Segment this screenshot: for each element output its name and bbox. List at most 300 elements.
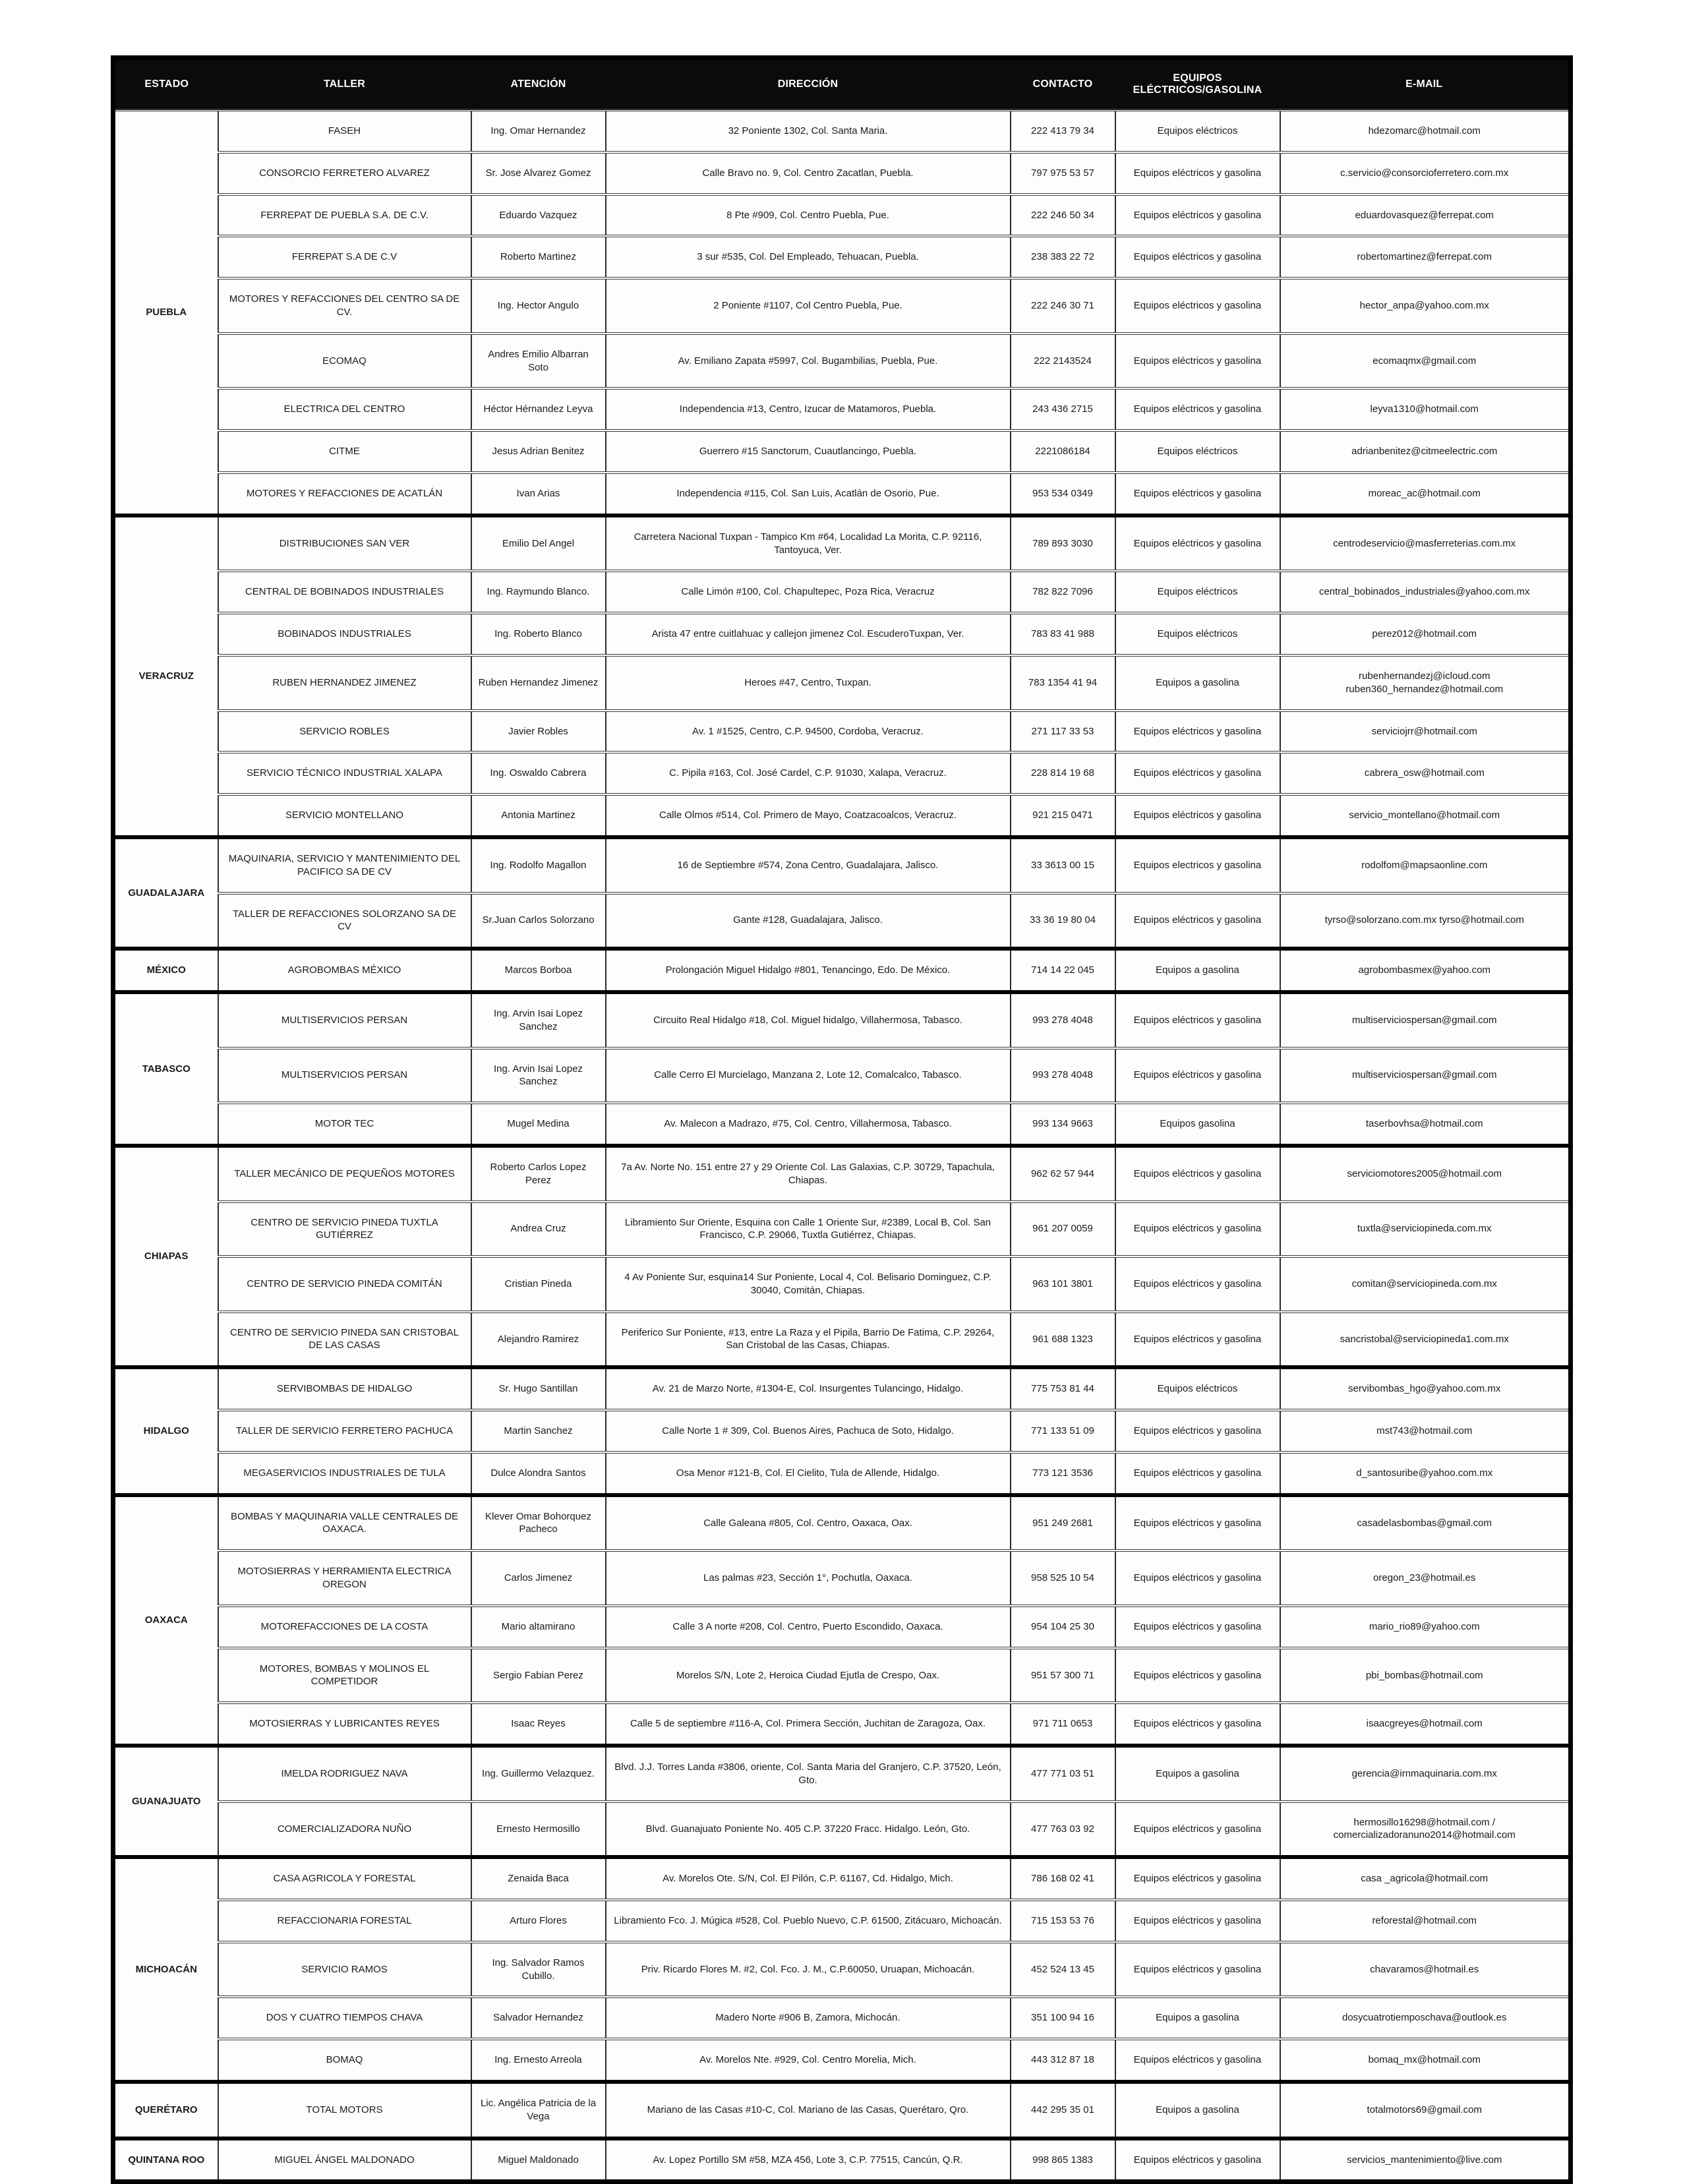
taller-cell: MOTOR TEC xyxy=(218,1103,471,1146)
email-cell: d_santosuribe@yahoo.com.mx xyxy=(1280,1452,1571,1495)
atencion-cell: Alejandro Ramirez xyxy=(471,1312,606,1368)
taller-cell: FASEH xyxy=(218,110,471,152)
contacto-cell: 442 295 35 01 xyxy=(1011,2082,1115,2139)
table-row xyxy=(113,1648,1571,1703)
contacto-cell: 782 822 7096 xyxy=(1011,571,1115,613)
email-cell: central_bobinados_industriales@yahoo.com.mx xyxy=(1280,571,1571,613)
contacto-cell: 961 207 0059 xyxy=(1011,1202,1115,1257)
direccion-cell: Carretera Nacional Tuxpan - Tampico Km #64, Localidad La Morita, C.P. 92116, Tantoyuca, Ver. xyxy=(606,516,1011,572)
contacto-cell: 477 763 03 92 xyxy=(1011,1802,1115,1858)
direccion-cell: Calle Bravo no. 9, Col. Centro Zacatlan, Puebla. xyxy=(606,152,1011,194)
taller-cell: FERREPAT S.A DE C.V xyxy=(218,236,471,278)
atencion-cell: Arturo Flores xyxy=(471,1900,606,1942)
email-cell: hdezomarc@hotmail.com xyxy=(1280,110,1571,152)
taller-cell: BOBINADOS INDUSTRIALES xyxy=(218,613,471,655)
taller-cell: CENTRO DE SERVICIO PINEDA TUXTLA GUTIÉRREZ xyxy=(218,1202,471,1257)
equipos-cell: Equipos eléctricos y gasolina xyxy=(1115,1495,1280,1551)
header-taller: TALLER xyxy=(218,58,471,111)
atencion-cell: Ing. Salvador Ramos Cubillo. xyxy=(471,1942,606,1997)
contacto-cell: 797 975 53 57 xyxy=(1011,152,1115,194)
table-row xyxy=(113,752,1571,794)
equipos-cell: Equipos eléctricos y gasolina xyxy=(1115,2139,1280,2182)
contacto-cell: 954 104 25 30 xyxy=(1011,1606,1115,1648)
contacto-cell: 477 771 03 51 xyxy=(1011,1746,1115,1802)
taller-cell: CENTRAL DE BOBINADOS INDUSTRIALES xyxy=(218,571,471,613)
direccion-cell: Av. Emiliano Zapata #5997, Col. Bugambilias, Puebla, Pue. xyxy=(606,334,1011,389)
state-cell: HIDALGO xyxy=(113,1367,218,1494)
taller-cell: MOTORES Y REFACCIONES DEL CENTRO SA DE CV. xyxy=(218,278,471,334)
table-row xyxy=(113,1997,1571,2039)
email-cell: sancristobal@serviciopineda1.com.mx xyxy=(1280,1312,1571,1368)
direccion-cell: Arista 47 entre cuitlahuac y callejon jimenez Col. EscuderoTuxpan, Ver. xyxy=(606,613,1011,655)
contacto-cell: 789 893 3030 xyxy=(1011,516,1115,572)
atencion-cell: Ing. Arvin Isai Lopez Sanchez xyxy=(471,992,606,1048)
table-row xyxy=(113,1410,1571,1452)
header-row xyxy=(113,58,1571,111)
table-header xyxy=(113,58,1571,111)
table-row xyxy=(113,1312,1571,1368)
table-row xyxy=(113,2039,1571,2082)
contacto-cell: 443 312 87 18 xyxy=(1011,2039,1115,2082)
direccion-cell: Blvd. J.J. Torres Landa #3806, oriente, Col. Santa Maria del Granjero, C.P. 37520, León, Gto. xyxy=(606,1746,1011,1802)
email-cell: reforestal@hotmail.com xyxy=(1280,1900,1571,1942)
taller-cell: MAQUINARIA, SERVICIO Y MANTENIMIENTO DEL PACIFICO SA DE CV xyxy=(218,837,471,893)
state-cell: GUADALAJARA xyxy=(113,837,218,949)
email-cell: robertomartinez@ferrepat.com xyxy=(1280,236,1571,278)
email-cell: chavaramos@hotmail.es xyxy=(1280,1942,1571,1997)
atencion-cell: Lic. Angélica Patricia de la Vega xyxy=(471,2082,606,2139)
state-cell: GUANAJUATO xyxy=(113,1746,218,1857)
header-equipos: EQUIPOS ELÉCTRICOS/GASOLINA xyxy=(1115,58,1280,111)
state-cell: QUERÉTARO xyxy=(113,2082,218,2139)
direccion-cell: Mariano de las Casas #10-C, Col. Mariano de las Casas, Querétaro, Qro. xyxy=(606,2082,1011,2139)
table-row xyxy=(113,1452,1571,1495)
email-cell: dosycuatrotiemposchava@outlook.es xyxy=(1280,1997,1571,2039)
atencion-cell: Ing. Omar Hernandez xyxy=(471,110,606,152)
email-cell: c.servicio@consorcioferretero.com.mx xyxy=(1280,152,1571,194)
email-cell: bomaq_mx@hotmail.com xyxy=(1280,2039,1571,2082)
equipos-cell: Equipos eléctricos y gasolina xyxy=(1115,278,1280,334)
contacto-cell: 998 865 1383 xyxy=(1011,2139,1115,2182)
direccion-cell: Av. Lopez Portillo SM #58, MZA 456, Lote 3, C.P. 77515, Cancún, Q.R. xyxy=(606,2139,1011,2182)
table-row xyxy=(113,613,1571,655)
taller-cell: ECOMAQ xyxy=(218,334,471,389)
contacto-cell: 953 534 0349 xyxy=(1011,473,1115,516)
state-cell: TABASCO xyxy=(113,992,218,1146)
atencion-cell: Jesus Adrian Benitez xyxy=(471,430,606,473)
email-cell: mario_rio89@yahoo.com xyxy=(1280,1606,1571,1648)
contacto-cell: 786 168 02 41 xyxy=(1011,1857,1115,1900)
table-row xyxy=(113,1256,1571,1312)
taller-cell: SERVICIO RAMOS xyxy=(218,1942,471,1997)
contacto-cell: 773 121 3536 xyxy=(1011,1452,1115,1495)
email-cell: serviciojrr@hotmail.com xyxy=(1280,711,1571,753)
email-cell: rubenhernandezj@icloud.com ruben360_hernandez@hotmail.com xyxy=(1280,655,1571,711)
contacto-cell: 962 62 57 944 xyxy=(1011,1146,1115,1202)
taller-cell: MEGASERVICIOS INDUSTRIALES DE TULA xyxy=(218,1452,471,1495)
atencion-cell: Emilio Del Angel xyxy=(471,516,606,572)
direccion-cell: Heroes #47, Centro, Tuxpan. xyxy=(606,655,1011,711)
atencion-cell: Héctor Hérnandez Leyva xyxy=(471,388,606,430)
table-row xyxy=(113,388,1571,430)
direccion-cell: 2 Poniente #1107, Col Centro Puebla, Pue. xyxy=(606,278,1011,334)
equipos-cell: Equipos eléctricos y gasolina xyxy=(1115,473,1280,516)
contacto-cell: 783 1354 41 94 xyxy=(1011,655,1115,711)
atencion-cell: Carlos Jimenez xyxy=(471,1550,606,1606)
service-table-body xyxy=(113,110,1571,2182)
direccion-cell: Guerrero #15 Sanctorum, Cuautlancingo, Puebla. xyxy=(606,430,1011,473)
taller-cell: MOTOREFACCIONES DE LA COSTA xyxy=(218,1606,471,1648)
state-cell: VERACRUZ xyxy=(113,516,218,837)
equipos-cell: Equipos eléctricos y gasolina xyxy=(1115,1048,1280,1104)
table-row xyxy=(113,1048,1571,1104)
state-cell: OAXACA xyxy=(113,1495,218,1746)
email-cell: pbi_bombas@hotmail.com xyxy=(1280,1648,1571,1703)
email-cell: perez012@hotmail.com xyxy=(1280,613,1571,655)
table-row xyxy=(113,571,1571,613)
direccion-cell: Calle Norte 1 # 309, Col. Buenos Aires, Pachuca de Soto, Hidalgo. xyxy=(606,1410,1011,1452)
contacto-cell: 951 249 2681 xyxy=(1011,1495,1115,1551)
table-row xyxy=(113,837,1571,893)
atencion-cell: Ing. Ernesto Arreola xyxy=(471,2039,606,2082)
direccion-cell: Blvd. Guanajuato Poniente No. 405 C.P. 37220 Fracc. Hidalgo. León, Gto. xyxy=(606,1802,1011,1858)
equipos-cell: Equipos a gasolina xyxy=(1115,2082,1280,2139)
equipos-cell: Equipos eléctricos y gasolina xyxy=(1115,893,1280,949)
table-row xyxy=(113,1942,1571,1997)
email-cell: servicios_mantenimiento@live.com xyxy=(1280,2139,1571,2182)
table-row xyxy=(113,278,1571,334)
contacto-cell: 222 413 79 34 xyxy=(1011,110,1115,152)
email-cell: ecomaqmx@gmail.com xyxy=(1280,334,1571,389)
equipos-cell: Equipos eléctricos y gasolina xyxy=(1115,1942,1280,1997)
direccion-cell: Madero Norte #906 B, Zamora, Michocán. xyxy=(606,1997,1011,2039)
email-cell: servibombas_hgo@yahoo.com.mx xyxy=(1280,1367,1571,1410)
atencion-cell: Dulce Alondra Santos xyxy=(471,1452,606,1495)
table-row xyxy=(113,794,1571,837)
atencion-cell: Ing. Hector Angulo xyxy=(471,278,606,334)
table-row xyxy=(113,1367,1571,1410)
direccion-cell: Av. 1 #1525, Centro, C.P. 94500, Cordoba, Veracruz. xyxy=(606,711,1011,753)
atencion-cell: Sr. Hugo Santillan xyxy=(471,1367,606,1410)
table-row xyxy=(113,1746,1571,1802)
email-cell: isaacgreyes@hotmail.com xyxy=(1280,1703,1571,1746)
atencion-cell: Sr. Jose Alvarez Gomez xyxy=(471,152,606,194)
equipos-cell: Equipos eléctricos y gasolina xyxy=(1115,1410,1280,1452)
taller-cell: IMELDA RODRIGUEZ NAVA xyxy=(218,1746,471,1802)
contacto-cell: 351 100 94 16 xyxy=(1011,1997,1115,2039)
taller-cell: TALLER MECÁNICO DE PEQUEÑOS MOTORES xyxy=(218,1146,471,1202)
atencion-cell: Roberto Carlos Lopez Perez xyxy=(471,1146,606,1202)
equipos-cell: Equipos eléctricos y gasolina xyxy=(1115,1202,1280,1257)
atencion-cell: Marcos Borboa xyxy=(471,949,606,992)
state-cell: PUEBLA xyxy=(113,110,218,516)
taller-cell: BOMBAS Y MAQUINARIA VALLE CENTRALES DE OAXACA. xyxy=(218,1495,471,1551)
contacto-cell: 222 2143524 xyxy=(1011,334,1115,389)
direccion-cell: 32 Poniente 1302, Col. Santa Maria. xyxy=(606,110,1011,152)
state-cell: MICHOACÁN xyxy=(113,1857,218,2082)
atencion-cell: Klever Omar Bohorquez Pacheco xyxy=(471,1495,606,1551)
direccion-cell: Morelos S/N, Lote 2, Heroica Ciudad Ejutla de Crespo, Oax. xyxy=(606,1648,1011,1703)
equipos-cell: Equipos eléctricos y gasolina xyxy=(1115,992,1280,1048)
contacto-cell: 958 525 10 54 xyxy=(1011,1550,1115,1606)
direccion-cell: Av. 21 de Marzo Norte, #1304-E, Col. Insurgentes Tulancingo, Hidalgo. xyxy=(606,1367,1011,1410)
contacto-cell: 452 524 13 45 xyxy=(1011,1942,1115,1997)
contacto-cell: 921 215 0471 xyxy=(1011,794,1115,837)
taller-cell: SERVIBOMBAS DE HIDALGO xyxy=(218,1367,471,1410)
contacto-cell: 771 133 51 09 xyxy=(1011,1410,1115,1452)
equipos-cell: Equipos eléctricos xyxy=(1115,613,1280,655)
table-row xyxy=(113,1802,1571,1858)
email-cell: tyrso@solorzano.com.mx tyrso@hotmail.com xyxy=(1280,893,1571,949)
equipos-cell: Equipos eléctricos y gasolina xyxy=(1115,1703,1280,1746)
taller-cell: CONSORCIO FERRETERO ALVAREZ xyxy=(218,152,471,194)
equipos-cell: Equipos eléctricos y gasolina xyxy=(1115,236,1280,278)
taller-cell: CITME xyxy=(218,430,471,473)
contacto-cell: 222 246 50 34 xyxy=(1011,194,1115,237)
taller-cell: TALLER DE REFACCIONES SOLORZANO SA DE CV xyxy=(218,893,471,949)
atencion-cell: Sr.Juan Carlos Solorzano xyxy=(471,893,606,949)
direccion-cell: Gante #128, Guadalajara, Jalisco. xyxy=(606,893,1011,949)
taller-cell: CENTRO DE SERVICIO PINEDA COMITÁN xyxy=(218,1256,471,1312)
state-cell: MÉXICO xyxy=(113,949,218,992)
direccion-cell: 8 Pte #909, Col. Centro Puebla, Pue. xyxy=(606,194,1011,237)
service-directory-table-container xyxy=(111,55,1570,2184)
taller-cell: SERVICIO MONTELLANO xyxy=(218,794,471,837)
email-cell: eduardovasquez@ferrepat.com xyxy=(1280,194,1571,237)
state-cell: QUINTANA ROO xyxy=(113,2139,218,2182)
contacto-cell: 971 711 0653 xyxy=(1011,1703,1115,1746)
taller-cell: MOTORES, BOMBAS Y MOLINOS EL COMPETIDOR xyxy=(218,1648,471,1703)
atencion-cell: Ing. Rodolfo Magallon xyxy=(471,837,606,893)
direccion-cell: Calle Olmos #514, Col. Primero de Mayo, Coatzacoalcos, Veracruz. xyxy=(606,794,1011,837)
table-row xyxy=(113,1202,1571,1257)
taller-cell: TOTAL MOTORS xyxy=(218,2082,471,2139)
table-row xyxy=(113,334,1571,389)
direccion-cell: Libramiento Fco. J. Múgica #528, Col. Pueblo Nuevo, C.P. 61500, Zitácuaro, Michoacán. xyxy=(606,1900,1011,1942)
equipos-cell: Equipos eléctricos xyxy=(1115,571,1280,613)
email-cell: moreac_ac@hotmail.com xyxy=(1280,473,1571,516)
header-contacto: CONTACTO xyxy=(1011,58,1115,111)
direccion-cell: Prolongación Miguel Hidalgo #801, Tenancingo, Edo. De México. xyxy=(606,949,1011,992)
atencion-cell: Ing. Guillermo Velazquez. xyxy=(471,1746,606,1802)
taller-cell: AGROBOMBAS MÉXICO xyxy=(218,949,471,992)
equipos-cell: Equipos a gasolina xyxy=(1115,949,1280,992)
direccion-cell: Calle Galeana #805, Col. Centro, Oaxaca, Oax. xyxy=(606,1495,1011,1551)
equipos-cell: Equipos eléctricos y gasolina xyxy=(1115,1900,1280,1942)
equipos-cell: Equipos eléctricos y gasolina xyxy=(1115,194,1280,237)
contacto-cell: 271 117 33 53 xyxy=(1011,711,1115,753)
atencion-cell: Eduardo Vazquez xyxy=(471,194,606,237)
table-row xyxy=(113,1606,1571,1648)
email-cell: leyva1310@hotmail.com xyxy=(1280,388,1571,430)
direccion-cell: 16 de Septiembre #574, Zona Centro, Guadalajara, Jalisco. xyxy=(606,837,1011,893)
table-row xyxy=(113,1550,1571,1606)
email-cell: adrianbenitez@citmeelectric.com xyxy=(1280,430,1571,473)
taller-cell: REFACCIONARIA FORESTAL xyxy=(218,1900,471,1942)
atencion-cell: Andrea Cruz xyxy=(471,1202,606,1257)
email-cell: comitan@serviciopineda.com.mx xyxy=(1280,1256,1571,1312)
contacto-cell: 993 278 4048 xyxy=(1011,992,1115,1048)
equipos-cell: Equipos eléctricos y gasolina xyxy=(1115,1452,1280,1495)
atencion-cell: Miguel Maldonado xyxy=(471,2139,606,2182)
direccion-cell: Las palmas #23, Sección 1°, Pochutla, Oaxaca. xyxy=(606,1550,1011,1606)
email-cell: multiserviciospersan@gmail.com xyxy=(1280,1048,1571,1104)
direccion-cell: 4 Av Poniente Sur, esquina14 Sur Poniente, Local 4, Col. Belisario Dominguez, C.P. 30040, Comitán, Chiapas. xyxy=(606,1256,1011,1312)
atencion-cell: Isaac Reyes xyxy=(471,1703,606,1746)
equipos-cell: Equipos eléctricos y gasolina xyxy=(1115,1606,1280,1648)
table-row xyxy=(113,473,1571,516)
taller-cell: FERREPAT DE PUEBLA S.A. DE C.V. xyxy=(218,194,471,237)
atencion-cell: Javier Robles xyxy=(471,711,606,753)
equipos-cell: Equipos eléctricos xyxy=(1115,110,1280,152)
atencion-cell: Ernesto Hermosillo xyxy=(471,1802,606,1858)
taller-cell: MOTORES Y REFACCIONES DE ACATLÁN xyxy=(218,473,471,516)
email-cell: totalmotors69@gmail.com xyxy=(1280,2082,1571,2139)
atencion-cell: Ing. Oswaldo Cabrera xyxy=(471,752,606,794)
atencion-cell: Ruben Hernandez Jimenez xyxy=(471,655,606,711)
email-cell: taserbovhsa@hotmail.com xyxy=(1280,1103,1571,1146)
atencion-cell: Mario altamirano xyxy=(471,1606,606,1648)
contacto-cell: 714 14 22 045 xyxy=(1011,949,1115,992)
atencion-cell: Sergio Fabian Perez xyxy=(471,1648,606,1703)
table-row xyxy=(113,655,1571,711)
table-row xyxy=(113,1495,1571,1551)
table-row xyxy=(113,711,1571,753)
taller-cell: SERVICIO ROBLES xyxy=(218,711,471,753)
atencion-cell: Martin Sanchez xyxy=(471,1410,606,1452)
state-cell: CHIAPAS xyxy=(113,1146,218,1367)
equipos-cell: Equipos eléctricos y gasolina xyxy=(1115,1550,1280,1606)
table-row xyxy=(113,893,1571,949)
direccion-cell: Libramiento Sur Oriente, Esquina con Calle 1 Oriente Sur, #2389, Local B, Col. San Francisco, C.P. 29066, Tuxtla Gutiérrez, Chiapas. xyxy=(606,1202,1011,1257)
direccion-cell: Circuito Real Hidalgo #18, Col. Miguel hidalgo, Villahermosa, Tabasco. xyxy=(606,992,1011,1048)
taller-cell: CASA AGRICOLA Y FORESTAL xyxy=(218,1857,471,1900)
email-cell: casadelasbombas@gmail.com xyxy=(1280,1495,1571,1551)
email-cell: hermosillo16298@hotmail.com / comercializadoranuno2014@hotmail.com xyxy=(1280,1802,1571,1858)
atencion-cell: Roberto Martinez xyxy=(471,236,606,278)
atencion-cell: Ing. Roberto Blanco xyxy=(471,613,606,655)
email-cell: agrobombasmex@yahoo.com xyxy=(1280,949,1571,992)
table-row xyxy=(113,152,1571,194)
taller-cell: DOS Y CUATRO TIEMPOS CHAVA xyxy=(218,1997,471,2039)
taller-cell: MIGUEL ÁNGEL MALDONADO xyxy=(218,2139,471,2182)
equipos-cell: Equipos eléctricos y gasolina xyxy=(1115,711,1280,753)
table-row xyxy=(113,1103,1571,1146)
atencion-cell: Zenaida Baca xyxy=(471,1857,606,1900)
table-row xyxy=(113,1146,1571,1202)
direccion-cell: Osa Menor #121-B, Col. El Cielito, Tula de Allende, Hidalgo. xyxy=(606,1452,1011,1495)
header-direccion: DIRECCIÓN xyxy=(606,58,1011,111)
direccion-cell: Independencia #115, Col. San Luis, Acatlán de Osorio, Pue. xyxy=(606,473,1011,516)
atencion-cell: Ivan Arias xyxy=(471,473,606,516)
direccion-cell: Periferico Sur Poniente, #13, entre La Raza y el Pipila, Barrio De Fatima, C.P. 29264, San Cristobal de las Casas, Chiapas. xyxy=(606,1312,1011,1368)
service-directory-table xyxy=(111,55,1573,2184)
taller-cell: TALLER DE SERVICIO FERRETERO PACHUCA xyxy=(218,1410,471,1452)
equipos-cell: Equipos eléctricos y gasolina xyxy=(1115,152,1280,194)
atencion-cell: Mugel Medina xyxy=(471,1103,606,1146)
atencion-cell: Cristian Pineda xyxy=(471,1256,606,1312)
direccion-cell: Calle 3 A norte #208, Col. Centro, Puerto Escondido, Oaxaca. xyxy=(606,1606,1011,1648)
equipos-cell: Equipos eléctricos y gasolina xyxy=(1115,388,1280,430)
equipos-cell: Equipos eléctricos y gasolina xyxy=(1115,1802,1280,1858)
email-cell: centrodeservicio@masferreterias.com.mx xyxy=(1280,516,1571,572)
equipos-cell: Equipos a gasolina xyxy=(1115,655,1280,711)
email-cell: rodolfom@mapsaonline.com xyxy=(1280,837,1571,893)
email-cell: tuxtla@serviciopineda.com.mx xyxy=(1280,1202,1571,1257)
equipos-cell: Equipos eléctricos xyxy=(1115,1367,1280,1410)
equipos-cell: Equipos eléctricos y gasolina xyxy=(1115,1648,1280,1703)
contacto-cell: 963 101 3801 xyxy=(1011,1256,1115,1312)
equipos-cell: Equipos eléctricos y gasolina xyxy=(1115,1857,1280,1900)
contacto-cell: 951 57 300 71 xyxy=(1011,1648,1115,1703)
table-row xyxy=(113,1857,1571,1900)
table-row xyxy=(113,110,1571,152)
contacto-cell: 2221086184 xyxy=(1011,430,1115,473)
equipos-cell: Equipos electricos y gasolina xyxy=(1115,837,1280,893)
atencion-cell: Ing. Raymundo Blanco. xyxy=(471,571,606,613)
taller-cell: CENTRO DE SERVICIO PINEDA SAN CRISTOBAL DE LAS CASAS xyxy=(218,1312,471,1368)
taller-cell: SERVICIO TÉCNICO INDUSTRIAL XALAPA xyxy=(218,752,471,794)
atencion-cell: Salvador Hernandez xyxy=(471,1997,606,2039)
header-email: E-MAIL xyxy=(1280,58,1571,111)
contacto-cell: 993 134 9663 xyxy=(1011,1103,1115,1146)
taller-cell: COMERCIALIZADORA NUÑO xyxy=(218,1802,471,1858)
email-cell: servicio_montellano@hotmail.com xyxy=(1280,794,1571,837)
email-cell: serviciomotores2005@hotmail.com xyxy=(1280,1146,1571,1202)
atencion-cell: Antonia Martinez xyxy=(471,794,606,837)
taller-cell: BOMAQ xyxy=(218,2039,471,2082)
header-estado: ESTADO xyxy=(113,58,218,111)
contacto-cell: 783 83 41 988 xyxy=(1011,613,1115,655)
equipos-cell: Equipos eléctricos y gasolina xyxy=(1115,516,1280,572)
equipos-cell: Equipos gasolina xyxy=(1115,1103,1280,1146)
contacto-cell: 993 278 4048 xyxy=(1011,1048,1115,1104)
direccion-cell: Av. Morelos Nte. #929, Col. Centro Morelia, Mich. xyxy=(606,2039,1011,2082)
table-row xyxy=(113,1900,1571,1942)
equipos-cell: Equipos eléctricos y gasolina xyxy=(1115,794,1280,837)
taller-cell: MOTOSIERRAS Y HERRAMIENTA ELECTRICA OREGON xyxy=(218,1550,471,1606)
email-cell: oregon_23@hotmail.es xyxy=(1280,1550,1571,1606)
equipos-cell: Equipos eléctricos y gasolina xyxy=(1115,2039,1280,2082)
taller-cell: RUBEN HERNANDEZ JIMENEZ xyxy=(218,655,471,711)
contacto-cell: 961 688 1323 xyxy=(1011,1312,1115,1368)
table-row xyxy=(113,1703,1571,1746)
table-row xyxy=(113,430,1571,473)
table-row xyxy=(113,194,1571,237)
direccion-cell: Av. Malecon a Madrazo, #75, Col. Centro, Villahermosa, Tabasco. xyxy=(606,1103,1011,1146)
email-cell: multiserviciospersan@gmail.com xyxy=(1280,992,1571,1048)
direccion-cell: Calle Limón #100, Col. Chapultepec, Poza Rica, Veracruz xyxy=(606,571,1011,613)
taller-cell: MULTISERVICIOS PERSAN xyxy=(218,992,471,1048)
direccion-cell: Av. Morelos Ote. S/N, Col. El Pilón, C.P. 61167, Cd. Hidalgo, Mich. xyxy=(606,1857,1011,1900)
email-cell: hector_anpa@yahoo.com.mx xyxy=(1280,278,1571,334)
equipos-cell: Equipos eléctricos xyxy=(1115,430,1280,473)
header-atencion: ATENCIÓN xyxy=(471,58,606,111)
contacto-cell: 222 246 30 71 xyxy=(1011,278,1115,334)
contacto-cell: 775 753 81 44 xyxy=(1011,1367,1115,1410)
direccion-cell: 3 sur #535, Col. Del Empleado, Tehuacan, Puebla. xyxy=(606,236,1011,278)
equipos-cell: Equipos eléctricos y gasolina xyxy=(1115,334,1280,389)
table-row xyxy=(113,516,1571,572)
taller-cell: MULTISERVICIOS PERSAN xyxy=(218,1048,471,1104)
contacto-cell: 715 153 53 76 xyxy=(1011,1900,1115,1942)
equipos-cell: Equipos eléctricos y gasolina xyxy=(1115,752,1280,794)
equipos-cell: Equipos a gasolina xyxy=(1115,1746,1280,1802)
equipos-cell: Equipos eléctricos y gasolina xyxy=(1115,1146,1280,1202)
table-row xyxy=(113,992,1571,1048)
direccion-cell: C. Pipila #163, Col. José Cardel, C.P. 91030, Xalapa, Veracruz. xyxy=(606,752,1011,794)
table-row xyxy=(113,236,1571,278)
